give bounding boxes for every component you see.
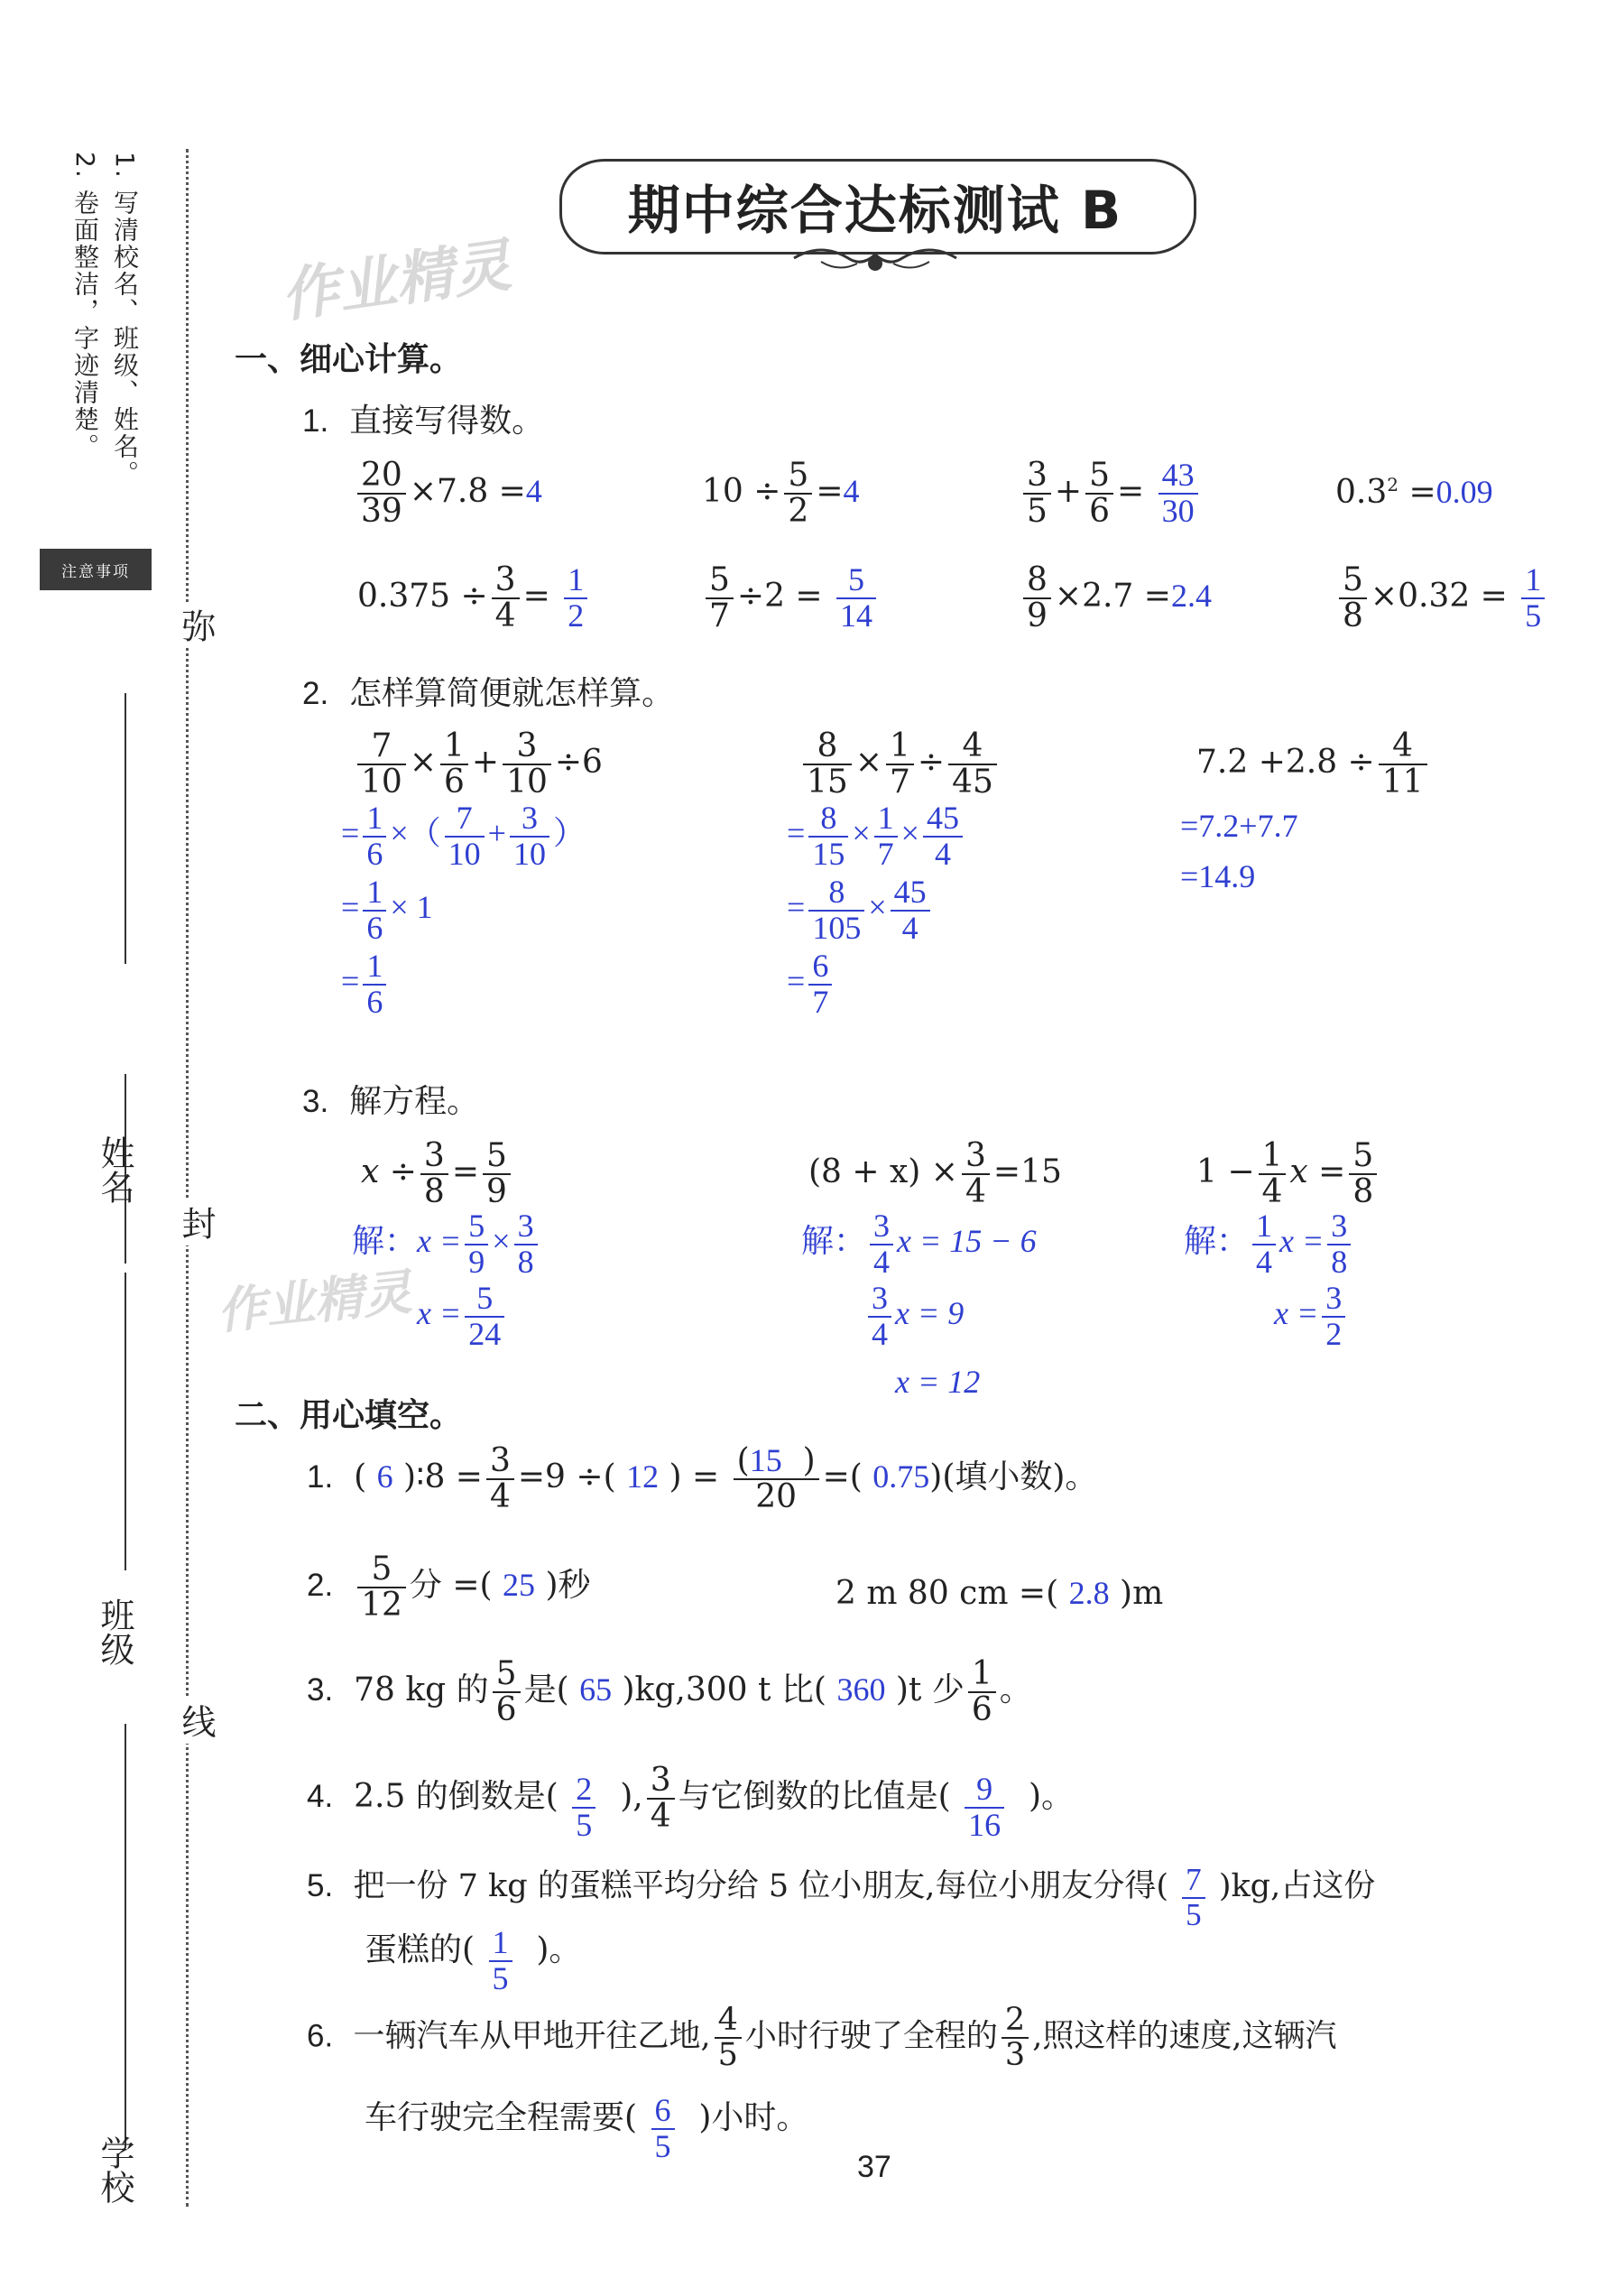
notice-line-2: 2. 卷面整洁，字迹清楚。 [70,152,100,460]
seal-dotted-line [186,149,189,2207]
notice-badge: 注意事项 [40,549,152,590]
simplify-3-step2: =14.9 [1180,858,1256,894]
fill-3: 3. 78 kg 的 $\frac{5}{6}$ 是( 65 )kg,300 t 比( 360 )t 少 $\frac{1}{6}$ 。 [307,1655,1032,1728]
equation-2-step3: x = 12 [895,1364,981,1400]
watermark: 作业精灵 [276,232,515,331]
simplify-1-step3: = $\frac{1}{6}$ [341,949,390,1020]
seal-char-xian: 线 [171,1699,221,1744]
fill-2: 2. $\frac{5}{12}$ 分 =( 25 )秒 [307,1551,591,1624]
calc-b2: $\frac{5}{7}$ ÷2 = $\frac{5}{14}$ [702,563,880,634]
equation-2-step2: $\frac{3}{4}$ x = 9 [864,1282,964,1352]
equation-3-step2: x = $\frac{3}{2}$ [1274,1282,1349,1352]
simplify-3-step1: =7.2+7.7 [1180,808,1298,844]
section2-title: 二、用心填空。 [235,1397,463,1434]
equation-2: (8 + x) × $\frac{3}{4}$ =15 [808,1137,1062,1210]
simplify-1-step1: = $\frac{1}{6}$ ×（ $\frac{7}{10}$ + $\frac{3}{10}$ ） [341,800,586,872]
equation-1-step1: 解：x = $\frac{5}{9}$ × $\frac{3}{8}$ [352,1209,541,1280]
section1-title: 一、细心计算。 [235,341,463,378]
school-label: 学校 [95,2135,134,2204]
simplify-2-step1: = $\frac{8}{15}$ × $\frac{1}{7}$ × $\frac{45}{4}$ [787,801,966,872]
fill-5: 5. 把一份 7 kg 的蛋糕平均分给 5 位小朋友,每位小朋友分得( $\frac{7}{5}$ )kg,占这份 [307,1862,1376,1932]
calc-a4: $0.3^2 =0.09$ [1335,474,1493,511]
fill-6b: 车行驶完全程需要( $\frac{6}{5}$ )小时。 [365,2092,809,2164]
q2-heading: 2. 怎样算简便就怎样算。 [302,675,675,712]
equation-2-step1: 解： $\frac{3}{4}$ x = 15 − 6 [801,1208,1037,1280]
name-label: 姓名 [95,1135,134,1204]
q1-heading: 1. 直接写得数。 [302,403,545,440]
page-title: 期中综合达标测试 B [627,180,1123,241]
calc-a1: $\frac{20}{39}$ ×7.8 =4 [354,458,542,529]
class-label: 班级 [95,1597,134,1666]
fill-1: 1. ( 6 )∶8 = $\frac{3}{4}$ =9 ÷( 12 ) = $\frac{(15 )}{20}$ =( 0.75)(填小数)。 [307,1442,1098,1515]
calc-b1: 0.375 ÷ $\frac{3}{4}$ = $\frac{1}{2}$ [357,563,591,634]
calc-a3: $\frac{3}{5}$ + $\frac{5}{6}$ = $\frac{43}{30}$ [1020,458,1202,529]
fill-2b: 2 m 80 cm =( 2.8 )m [835,1575,1164,1612]
class-field-line [125,1273,126,1570]
calc-a2: 10 ÷ $\frac{5}{2}$ =4 [702,457,860,530]
equation-3-step1: 解： $\frac{1}{4}$ x = $\frac{3}{8}$ [1184,1209,1354,1280]
name-field-line [125,693,126,964]
fill-4: 4. 2.5 的倒数是( $\frac{2}{5}$ ), $\frac{3}{4}$ 与它倒数的比值是( $\frac{9}{16}$ )。 [307,1762,1075,1843]
simplify-1-step2: = $\frac{1}{6}$ × 1 [341,874,433,946]
equation-1-step2: x = $\frac{5}{24}$ [417,1282,508,1352]
seal-char-mi: 弥 [171,603,221,648]
simplify-2-step2: = $\frac{8}{105}$ × $\frac{45}{4}$ [787,875,934,946]
seal-char-feng: 封 [171,1200,221,1245]
simplify-2-step3: = $\frac{6}{7}$ [787,949,835,1020]
equation-3: 1 − $\frac{1}{4}$ x = $\frac{5}{8}$ [1196,1139,1380,1209]
school-field-line [125,1724,126,2148]
simplify-3: 7.2 +2.8 ÷ $\frac{4}{11}$ [1196,729,1431,800]
notice-line-1: 1. 写清校名、班级、姓名。 [110,152,140,487]
fill-5b: 蛋糕的( $\frac{1}{5}$ )。 [365,1924,582,1996]
simplify-2: $\frac{8}{15}$ × $\frac{1}{7}$ ÷ $\frac{4}{45}$ [799,729,1001,800]
fill-6: 6. 一辆汽车从甲地开往乙地, $\frac{4}{5}$ 小时行驶了全程的 $\frac{2}{3}$ ,照这样的速度,这辆汽 [307,2002,1337,2073]
calc-b3: $\frac{8}{9}$ ×2.7 =2.4 [1020,563,1212,634]
calc-b4: $\frac{5}{8}$ ×0.32 = $\frac{1}{5}$ [1335,563,1548,634]
title-ornament [785,242,965,278]
page-number: 37 [857,2150,891,2184]
watermark-2: 作业精灵 [214,1263,415,1341]
q3-heading: 3. 解方程。 [302,1083,480,1120]
equation-1: x ÷ $\frac{3}{8}$ = $\frac{5}{9}$ [361,1139,514,1209]
simplify-1: $\frac{7}{10}$ × $\frac{1}{6}$ + $\frac{3}{10}$ ÷6 [354,729,603,800]
